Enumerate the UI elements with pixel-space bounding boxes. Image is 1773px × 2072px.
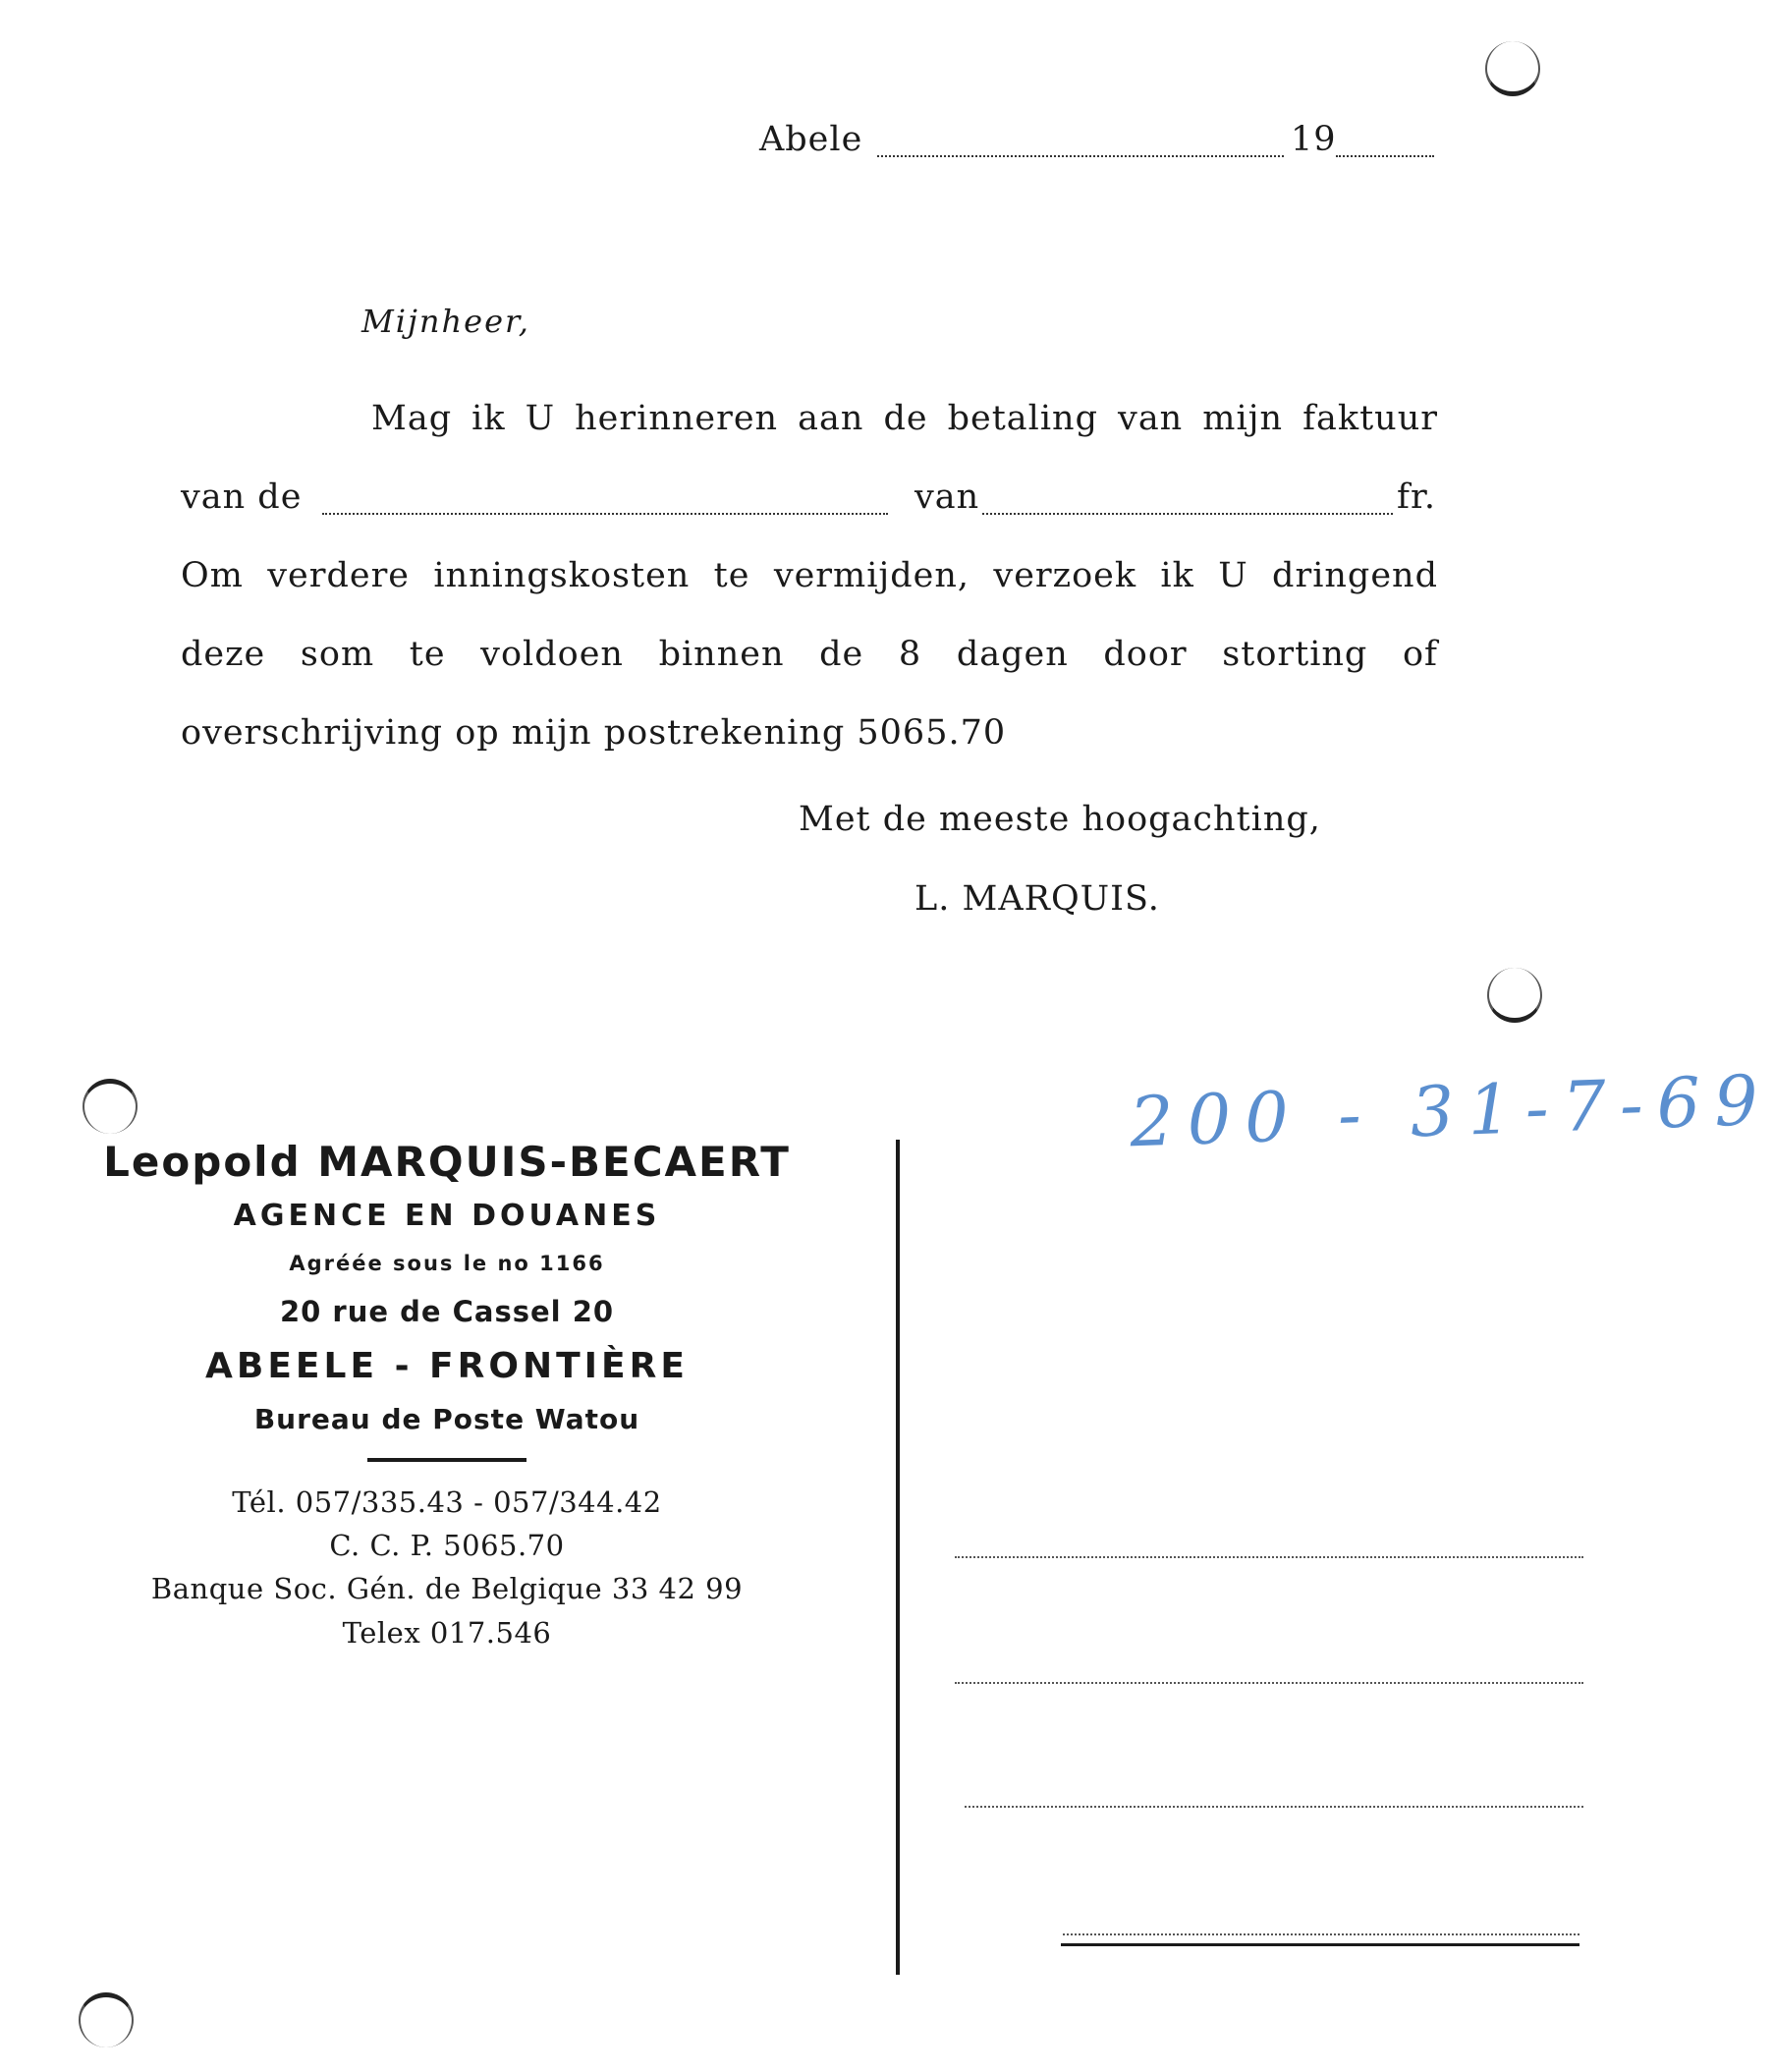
currency-label: fr. [1397,477,1436,517]
letter-line-5: overschrijving op mijn postrekening 5065.70 [181,713,1007,753]
date-year-prefix: 19 [1291,120,1337,159]
letter-line-3: Om verdere inningskosten te vermijden, verzoek ik U dringend [181,556,1438,595]
closing: Met de meeste hoogachting, [799,800,1321,839]
ccp-account: C. C. P. 5065.70 [329,1529,565,1562]
letter-line-4: deze som te voldoen binnen de 8 dagen door storting of [181,635,1438,674]
date-place: Abele [759,120,863,159]
company-name: Leopold MARQUIS-BECAERT [103,1138,791,1186]
punch-hole-bottom-left [79,1992,134,2047]
invoice-date-field[interactable] [322,513,888,515]
punch-hole-mid-left [83,1079,138,1134]
address-line-4[interactable] [1063,1933,1579,1935]
date-day-field[interactable] [877,155,1284,157]
telex-number: Telex 017.546 [342,1616,552,1650]
invoice-date-label: van de [181,477,303,517]
address-line-3[interactable] [965,1806,1583,1808]
salutation: Mijnheer, [361,303,530,340]
punch-hole-mid-right [1487,968,1542,1023]
date-year-field[interactable] [1336,155,1434,157]
business-type: AGENCE EN DOUANES [233,1199,661,1233]
phone-numbers: Tél. 057/335.43 - 057/344.42 [232,1485,662,1519]
address-line-1[interactable] [955,1556,1583,1558]
bank-account: Banque Soc. Gén. de Belgique 33 42 99 [150,1572,744,1605]
punch-hole-top-right [1485,41,1540,96]
street-address: 20 rue de Cassel 20 [279,1295,615,1328]
post-office: Bureau de Poste Watou [253,1403,640,1435]
signature: L. MARQUIS. [914,879,1160,919]
invoice-amount-field[interactable] [982,513,1393,515]
address-underline [1061,1943,1579,1946]
letterhead-divider [367,1458,526,1462]
address-divider [896,1140,900,1975]
letter-line-1: Mag ik U herinneren aan de betaling van mijn faktuur [371,399,1438,438]
approval-number: Agréée sous le no 1166 [289,1252,605,1275]
handwritten-note: 200 - 31-7-69 [1128,1059,1773,1163]
invoice-amount-label: van [914,477,980,517]
city: ABEELE - FRONTIÈRE [205,1346,689,1386]
address-line-2[interactable] [955,1682,1583,1684]
